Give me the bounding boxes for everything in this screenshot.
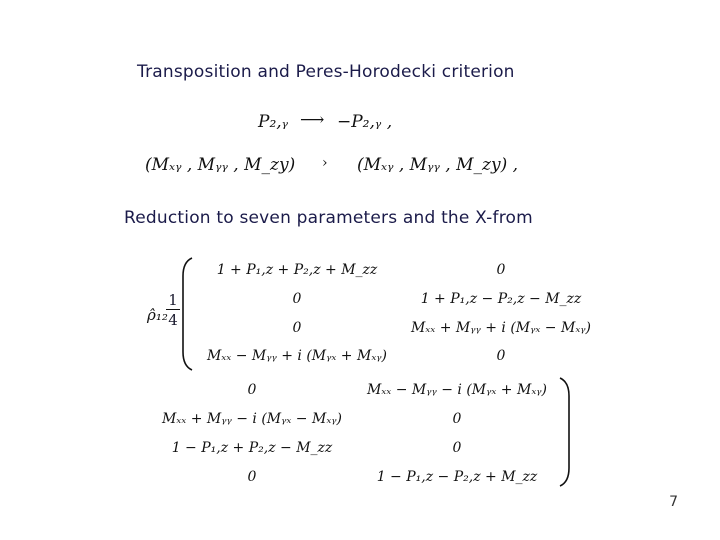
transposition-rhs: −P₂,ᵧ , [337,112,393,132]
transposition-arrow: ⟶ [300,110,325,130]
tuple-lhs: (Mₓᵧ , Mᵧᵧ , M_zy) [145,155,296,175]
matrix-cell-r3-c1: 0 [292,320,302,336]
matrix-cell-r3-c3: 1 − P₁,z + P₂,z − M_zz [171,440,333,456]
tuple-arrow: › [322,155,328,171]
prefactor-denominator: 4 [166,309,180,329]
matrix-cell-r4-c2: 0 [496,348,506,364]
matrix-cell-r3-c4: 0 [452,440,462,456]
matrix-cell-r4-c4: 1 − P₁,z − P₂,z + M_zz [376,469,538,485]
matrix-cell-r1-c2: 0 [496,262,506,278]
matrix-cell-r1-c4: Mₓₓ − Mᵧᵧ − i (Mᵧₓ + Mₓᵧ) [366,382,548,398]
matrix-cell-r4-c1: Mₓₓ − Mᵧᵧ + i (Mᵧₓ + Mₓᵧ) [206,348,388,364]
matrix-cell-r2-c2: 1 + P₁,z − P₂,z − M_zz [420,291,582,307]
prefactor-numerator: 1 [168,291,178,309]
slide-heading-transposition: Transposition and Peres-Horodecki criterion [137,62,515,82]
slide-heading-reduction: Reduction to seven parameters and the X-from [124,208,533,228]
prefactor-fraction [166,291,180,329]
matrix-cell-r2-c4: 0 [452,411,462,427]
page-number: 7 [669,494,678,510]
matrix-cell-r2-c1: 0 [292,291,302,307]
transposition-lhs: P₂,ᵧ [258,112,289,132]
tuple-rhs: (Mₓᵧ , Mᵧᵧ , M_zy) , [357,155,519,175]
matrix-cell-r1-c3: 0 [247,382,257,398]
left-paren-icon [180,256,194,372]
matrix-cell-r4-c3: 0 [247,469,257,485]
matrix-cell-r2-c3: Mₓₓ + Mᵧᵧ − i (Mᵧₓ − Mₓᵧ) [161,411,343,427]
matrix-cell-r1-c1: 1 + P₁,z + P₂,z + M_zz [216,262,378,278]
matrix-cell-r3-c2: Mₓₓ + Mᵧᵧ + i (Mᵧₓ − Mₓᵧ) [410,320,592,336]
right-paren-icon [558,376,572,488]
rho-symbol: ρ̂₁₂ [147,306,168,324]
